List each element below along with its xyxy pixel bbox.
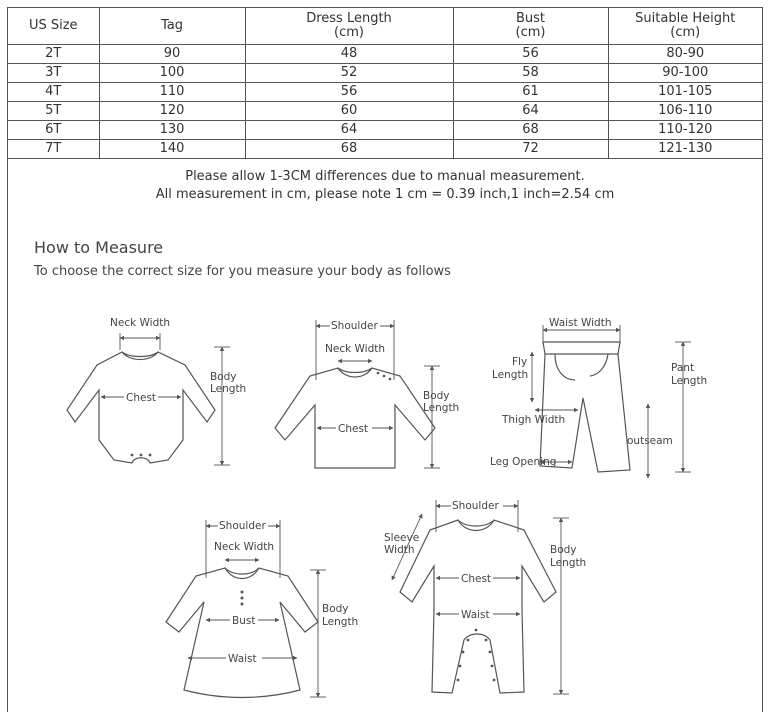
table-cell: 72 — [453, 140, 608, 159]
table-cell: 101-105 — [608, 83, 762, 102]
label-length: Length — [210, 383, 247, 395]
table-cell: 120 — [99, 102, 245, 121]
romper-diagram — [384, 498, 586, 694]
label-chest: Chest — [126, 392, 157, 404]
label-outseam: outseam — [627, 435, 673, 447]
table-cell: 64 — [453, 102, 608, 121]
label-body: Body — [210, 371, 237, 383]
label-length: Length — [423, 402, 460, 414]
bodysuit-diagram — [67, 317, 246, 465]
label-waist: Waist — [228, 653, 257, 665]
label-leg-opening: Leg Opening — [490, 456, 557, 468]
label-body: Body — [550, 544, 577, 556]
table-cell: 3T — [8, 64, 99, 83]
table-cell: 130 — [99, 121, 245, 140]
label-length: Length — [671, 375, 708, 387]
table-cell: 4T — [8, 83, 99, 102]
table-cell: 2T — [8, 45, 99, 64]
label-sleeve: Sleeve — [384, 532, 420, 544]
label-neck-width: Neck Width — [214, 541, 275, 553]
table-cell: 56 — [453, 45, 608, 64]
table-cell: 60 — [245, 102, 453, 121]
table-cell: 6T — [8, 121, 99, 140]
table-cell: 140 — [99, 140, 245, 159]
table-cell: 58 — [453, 64, 608, 83]
dress-diagram — [166, 518, 358, 698]
header-bust: Bust (cm) — [453, 8, 608, 45]
table-cell: 90 — [99, 45, 245, 64]
header-suitable-height: Suitable Height (cm) — [608, 8, 762, 45]
table-cell: 56 — [245, 83, 453, 102]
label-fly: Fly — [512, 356, 528, 368]
label-shoulder: Shoulder — [331, 320, 378, 332]
table-cell: 7T — [8, 140, 99, 159]
label-shoulder: Shoulder — [452, 500, 499, 512]
table-cell: 106-110 — [608, 102, 762, 121]
table-cell: 5T — [8, 102, 99, 121]
label-chest: Chest — [338, 423, 369, 435]
how-to-measure-subtitle: To choose the correct size for you measure your body as follows — [34, 264, 451, 279]
label-neck-width: Neck Width — [325, 343, 386, 355]
label-waist-width: Waist Width — [549, 317, 612, 329]
table-cell: 48 — [245, 45, 453, 64]
label-length: Length — [322, 616, 359, 628]
table-cell: 90-100 — [608, 64, 762, 83]
label-shoulder: Shoulder — [219, 520, 266, 532]
table-cell: 64 — [245, 121, 453, 140]
header-us-size: US Size — [8, 8, 99, 45]
label-neck-width: Neck Width — [110, 317, 171, 329]
note-line-2: All measurement in cm, please note 1 cm = 0.39 inch,1 inch=2.54 cm — [155, 187, 615, 202]
table-cell: 110-120 — [608, 121, 762, 140]
label-thigh-width: Thigh Width — [502, 414, 566, 426]
how-to-measure-title: How to Measure — [34, 238, 164, 257]
table-cell: 52 — [245, 64, 453, 83]
pants-diagram — [490, 317, 707, 478]
note-line-1: Please allow 1-3CM differences due to manual measurement. — [185, 169, 585, 184]
label-bust: Bust — [232, 615, 256, 627]
table-cell: 100 — [99, 64, 245, 83]
header-tag: Tag — [99, 8, 245, 45]
table-cell: 68 — [453, 121, 608, 140]
table-cell: 61 — [453, 83, 608, 102]
label-width: Width — [384, 544, 415, 556]
table-cell: 80-90 — [608, 45, 762, 64]
label-body: Body — [322, 603, 349, 615]
label-body: Body — [423, 390, 450, 402]
table-cell: 121-130 — [608, 140, 762, 159]
label-chest: Chest — [461, 573, 492, 585]
table-cell: 110 — [99, 83, 245, 102]
label-pant: Pant — [671, 362, 695, 374]
label-length: Length — [492, 369, 529, 381]
label-length: Length — [550, 557, 587, 569]
header-dress-length: Dress Length (cm) — [245, 8, 453, 45]
label-waist: Waist — [461, 609, 490, 621]
table-cell: 68 — [245, 140, 453, 159]
shirt-diagram — [275, 318, 459, 468]
